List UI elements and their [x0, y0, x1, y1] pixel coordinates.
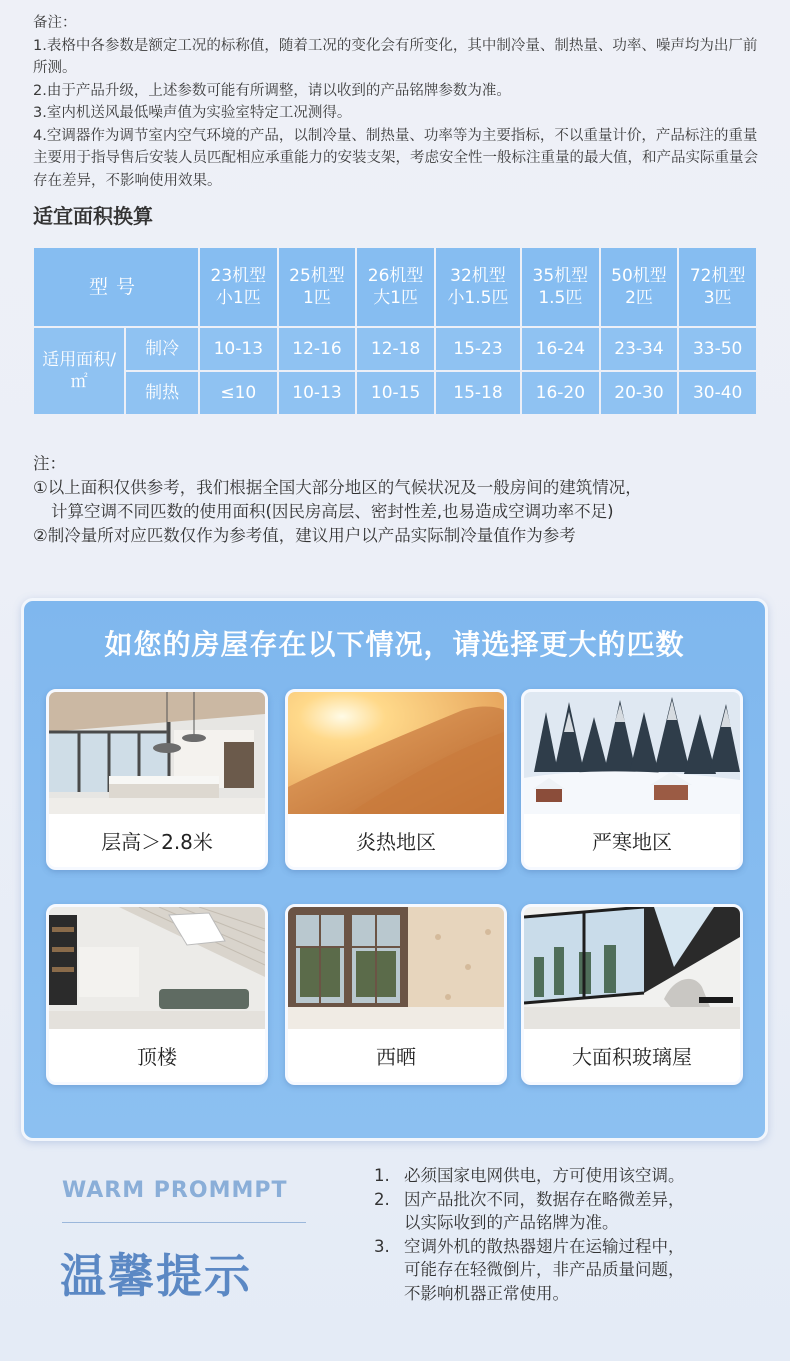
card-west-sun: [285, 904, 507, 1085]
tip-number: 3.: [374, 1236, 390, 1256]
table-cell: 23-34: [601, 328, 678, 370]
tip-line: 以实际收到的产品铭牌为准。: [404, 1213, 619, 1232]
tip-line: 不影响机器正常使用。: [404, 1283, 569, 1303]
card-label: 西晒: [288, 1029, 504, 1085]
tip-line: 必须国家电网供电，方可使用该空调。: [404, 1166, 685, 1185]
table-row-cooling: [34, 328, 756, 370]
table-note-line: ①以上面积仅供参考，我们根据全国大部分地区的气候状况及一般房间的建筑情况，: [33, 478, 642, 497]
area-section-title: 适宜面积换算: [33, 204, 153, 228]
table-cell: 30-40: [679, 372, 756, 414]
model-cell: 26机型 大1匹: [357, 248, 434, 326]
card-label: 大面积玻璃屋: [524, 1029, 740, 1085]
tip-line: 因产品批次不同，数据存在略微差异，: [404, 1189, 685, 1209]
table-note-line: ②制冷量所对应匹数仅作为参考值，建议用户以产品实际制冷量值作为参考: [33, 526, 576, 545]
card-label: 层高＞2.8米: [49, 814, 265, 870]
table-cell: 15-18: [436, 372, 520, 414]
card-cold-region: [521, 689, 743, 870]
model-cell: 50机型 2匹: [601, 248, 678, 326]
glasshouse-photo: [524, 907, 740, 1029]
table-cell: 20-30: [601, 372, 678, 414]
table-cell: 15-23: [436, 328, 520, 370]
desert-photo: [288, 692, 504, 814]
room-conditions-panel: [21, 598, 768, 1141]
model-cell: 25机型 1匹: [279, 248, 356, 326]
heating-label: 制热: [126, 372, 198, 414]
table-cell: 33-50: [679, 328, 756, 370]
card-top-floor: [46, 904, 268, 1085]
card-glass-house: [521, 904, 743, 1085]
card-label: 炎热地区: [288, 814, 504, 870]
tip-number: 2.: [374, 1189, 390, 1209]
warm-prompt-cn: 温馨提示: [60, 1249, 252, 1303]
note-line: 4.空调器作为调节室内空气环境的产品，以制冷量、制热量、功率等为主要指标，不以重量计价，产品标注的重量主要用于指导售后安装人员匹配相应承重能力的安装支架，考虑安全性一般标注重量的最大值，和产品实际重量会存在差异，不影响使用效果。: [33, 127, 758, 189]
model-header: 型号: [34, 248, 198, 326]
cooling-label: 制冷: [126, 328, 198, 370]
model-cell: 23机型 小1匹: [200, 248, 277, 326]
table-cell: 16-20: [522, 372, 599, 414]
table-cell: ≤10: [200, 372, 277, 414]
tips-list: [374, 1164, 685, 1305]
note-line: 2.由于产品升级，上述参数可能有所调整，请以收到的产品铭牌参数为准。: [33, 82, 511, 99]
sunroom-photo: [288, 907, 504, 1029]
table-cell: 10-13: [279, 372, 356, 414]
model-cell: 72机型 3匹: [679, 248, 756, 326]
area-header: 适用面积/㎡: [34, 328, 124, 414]
panel-title: 如您的房屋存在以下情况，请选择更大的匹数: [104, 628, 685, 661]
tip-number: 1.: [374, 1166, 390, 1185]
card-hot-region: [285, 689, 507, 870]
model-cell: 32机型 小1.5匹: [436, 248, 520, 326]
list-item: [374, 1235, 685, 1306]
card-label: 严寒地区: [524, 814, 740, 870]
table-note-line: 计算空调不同匹数的使用面积(因民房高层、密封性差,也易造成空调功率不足): [51, 502, 614, 521]
kitchen-photo: [49, 692, 265, 814]
divider: [62, 1222, 306, 1223]
table-notes: [33, 452, 642, 548]
table-cell: 12-18: [357, 328, 434, 370]
note-line: 3.室内机送风最低噪声值为实验室特定工况测得。: [33, 105, 352, 121]
card-label: 顶楼: [49, 1029, 265, 1085]
snow-photo: [524, 692, 740, 814]
table-cell: 10-13: [200, 328, 277, 370]
list-item: [374, 1164, 685, 1188]
model-cell: 35机型 1.5匹: [522, 248, 599, 326]
card-high-ceiling: [46, 689, 268, 870]
table-cell: 10-15: [357, 372, 434, 414]
table-header-row: [34, 248, 756, 326]
table-notes-label: 注：: [33, 454, 66, 473]
list-item: [374, 1188, 685, 1235]
note-line: 1.表格中各参数是额定工况的标称值，随着工况的变化会有所变化，其中制冷量、制热量、功率、噪声均为出厂前所测。: [33, 37, 758, 76]
warm-prompt-en: WARM PROMMPT: [62, 1178, 288, 1203]
area-table: [32, 246, 758, 416]
table-cell: 16-24: [522, 328, 599, 370]
attic-photo: [49, 907, 265, 1029]
notes-block: [33, 12, 763, 192]
notes-label: 备注：: [33, 15, 77, 31]
table-cell: 12-16: [279, 328, 356, 370]
table-row-heating: [34, 372, 756, 414]
tip-line: 可能存在轻微倒片，非产品质量问题，: [404, 1260, 685, 1279]
tip-line: 空调外机的散热器翅片在运输过程中，: [404, 1236, 685, 1256]
